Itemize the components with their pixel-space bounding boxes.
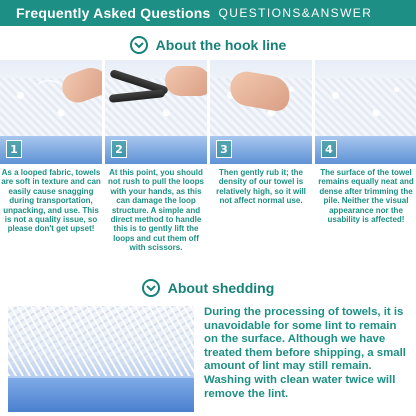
step-number-1: 1 [6,140,22,158]
header-subtitle: QUESTIONS&ANSWER [218,6,373,20]
hook-section-title [0,34,416,56]
step-photo-3 [210,60,312,164]
header-bar [0,0,416,26]
shedding-section-title [0,277,416,299]
hook-steps-photos [0,60,416,164]
step-photo-4 [315,60,416,164]
chevron-down-icon [130,36,148,54]
step-number-4: 4 [321,140,337,158]
step-number-3: 3 [216,140,232,158]
hook-section-label: About the hook line [155,37,287,53]
step-photo-2 [105,60,207,164]
step-text-1: As a looped fabric, towels are soft in texture and can easily cause snagging during transportation, unpacking, and use. This is not a quality issue, so please don't get upset! [1,168,101,234]
header-title: Frequently Asked Questions [16,5,211,21]
step-text-3: Then gently rub it; the density of our towel is relatively high, so it will not affect normal use. [216,168,306,206]
step-number-2: 2 [111,140,127,158]
step-text-4: The surface of the towel remains equally neat and dense after trimming the pile. Neither the visual appearance nor the usability is affected! [318,168,414,225]
shedding-photo [8,306,194,412]
chevron-down-icon [142,279,160,297]
shedding-description: During the processing of towels, it is unavoidable for some lint to remain on the surface. Although we have treated them before shipping, a small amount of lint may still remain. Washing with clean water twice will remove the lint. [204,306,406,400]
step-photo-1 [0,60,102,164]
shedding-section-label: About shedding [167,280,275,296]
hook-steps-text [0,168,416,264]
step-text-2: At this point, you should not rush to pull the loops with your hands, as this can damage the loop structure. A simple and direct method to handle this is to gently lift the loops and cut them off with scissors. [108,168,204,253]
